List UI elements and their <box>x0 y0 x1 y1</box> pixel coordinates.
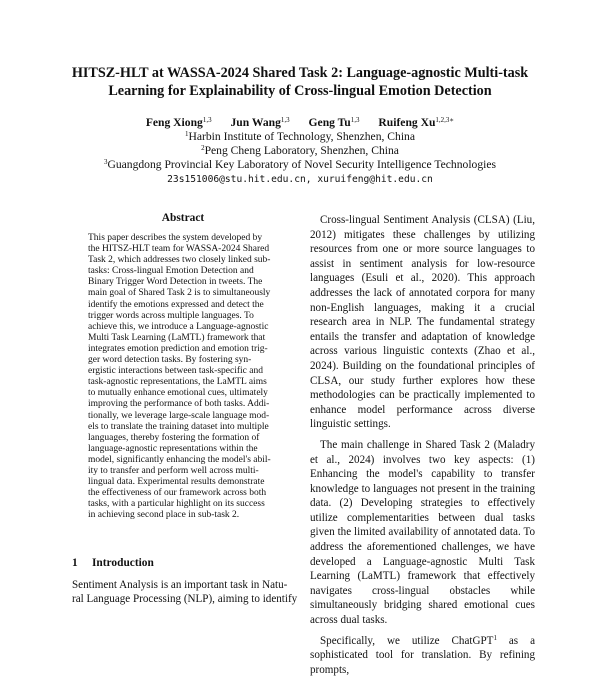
text-line: tionally, we leverage large-scale language mod- <box>88 410 270 421</box>
text-line: main goal of Shared Task 2 is to simultaneously <box>88 288 271 299</box>
text-line: tasks: Cross-lingual Emotion Detection and <box>88 266 254 277</box>
text-line: Binary Trigger Word Detection in tweets. The <box>88 277 263 288</box>
paper-title-line-2: Learning for Explainability of Cross-lingual Emotion Detection <box>108 83 492 99</box>
text-line: Multi Task Learning (LaMTL) framework that <box>88 332 266 343</box>
author-name: Ruifeng Xu <box>378 116 436 129</box>
paragraph: Specifically, we utilize ChatGPT$^1$ as a sophisticated tool for translation. By refining prompts, <box>310 633 535 676</box>
text-line: Task 2, which addresses two closely linked sub- <box>88 255 271 266</box>
text-line: in achieving second place in sub-task 2. <box>88 510 240 521</box>
author-affiliation-marker: 1,3 <box>350 116 360 124</box>
paragraph: The main challenge in Shared Task 2 (Maladry et al., 2024) involves two key aspects: (1) Enhancing the model's capability to transfer knowledge to languages not present in the training data. (2) Developing strategies to effectively utilize complementarities between dual tasks given the limited availability of annotated data. To address the aforementioned challenges, we have developed a Language-agnostic Multi Task Learning (LaMTL) framework that effectively navigates cross-lingual obstacles while simultaneously bridging shared emotional cues across dual tasks. <box>310 438 535 627</box>
text-line: This paper describes the system developed by <box>88 233 263 243</box>
introduction-body <box>72 578 297 606</box>
paper-title-line-1: HITSZ-HLT at WASSA-2024 Shared Task 2: Language-agnostic Multi-task <box>71 65 529 81</box>
paragraph: Cross-lingual Sentiment Analysis (CLSA) (Liu, 2012) mitigates these challenges by utilizing resources from one or more source languages to assist in sentiment analysis for low-resource languages (Esuli et al., 2020). This approach addresses the lack of annotated corpora for many non-English languages, making it a crucial research area in NLP. The fundamental strategy entails the transfer and adaptation of knowledge across various linguistic contexts (Zhao et al., 2024). Building on the foundational principles of CLSA, our study further explores how these methodologies can be practically implemented to enhance model performance across diverse linguistic settings. <box>310 214 535 431</box>
text-line: trigger words across multiple languages. To <box>88 310 254 321</box>
text-line: the effectiveness of our framework across both <box>88 488 267 499</box>
text-line: integrates emotion prediction and emotion trig- <box>88 343 268 354</box>
contact-email: 23s151006@stu.hit.edu.cn, xuruifeng@hit.edu.cn <box>167 174 433 185</box>
text-line: improving the performance of both tasks. Addi- <box>88 399 270 410</box>
text-line: els to translate the training dataset into multiple <box>88 421 269 432</box>
author-affiliation-marker: 1,3 <box>202 116 212 124</box>
text-line: lingual data. Experimental results demonstrate <box>88 477 265 488</box>
author-name: Geng Tu <box>308 116 351 129</box>
text-line: task-agnostic representations, the LaMTL aims <box>88 377 267 388</box>
affiliation-2: $^2$Peng Cheng Laboratory, Shenzhen, China <box>201 144 399 157</box>
text-line: languages, thereby fostering the formation of <box>88 432 260 443</box>
text-line: ral Language Processing (NLP), aiming to identify <box>72 593 298 605</box>
text-line: model, significantly enhancing the model's abil- <box>88 454 271 465</box>
text-line: to mutually enhance emotional cues, ultimately <box>88 388 268 399</box>
text-line: identify the emotions expressed and detect the <box>88 299 264 310</box>
text-line: achieve this, we introduce a Language-agnostic <box>88 321 269 332</box>
author-name: Jun Wang <box>230 116 281 129</box>
text-line: the HITSZ-HLT team for WASSA-2024 Shared <box>88 244 270 255</box>
affiliation-3: $^3$Guangdong Provincial Key Laboratory of Novel Security Intelligence Technologies <box>103 158 497 171</box>
text-line: ergistic interactions between task-specific and <box>88 366 263 377</box>
author-name: Feng Xiong <box>145 116 203 129</box>
author-affiliation-marker: 1,3 <box>280 116 290 124</box>
text-line: language-agnostic representations within the <box>88 443 258 454</box>
text-line: ger word detection tasks. By fostering syn- <box>88 355 252 366</box>
text-line: Sentiment Analysis is an important task in Natu- <box>72 579 288 591</box>
right-column <box>310 213 535 683</box>
affiliation-1: $^1$Harbin Institute of Technology, Shenzhen, China <box>184 130 415 143</box>
section-heading: 1 Introduction <box>72 557 154 569</box>
abstract-body <box>88 233 280 521</box>
author-affiliation-marker: 1,2,3∗ <box>435 116 455 124</box>
author-list <box>40 116 560 130</box>
text-line: tasks, with a particular highlight on its success <box>88 499 265 510</box>
abstract-heading: Abstract <box>161 212 205 224</box>
footnote-marker: 1 <box>493 633 497 642</box>
text-line: ity to transfer and perform well across multi- <box>88 465 259 476</box>
